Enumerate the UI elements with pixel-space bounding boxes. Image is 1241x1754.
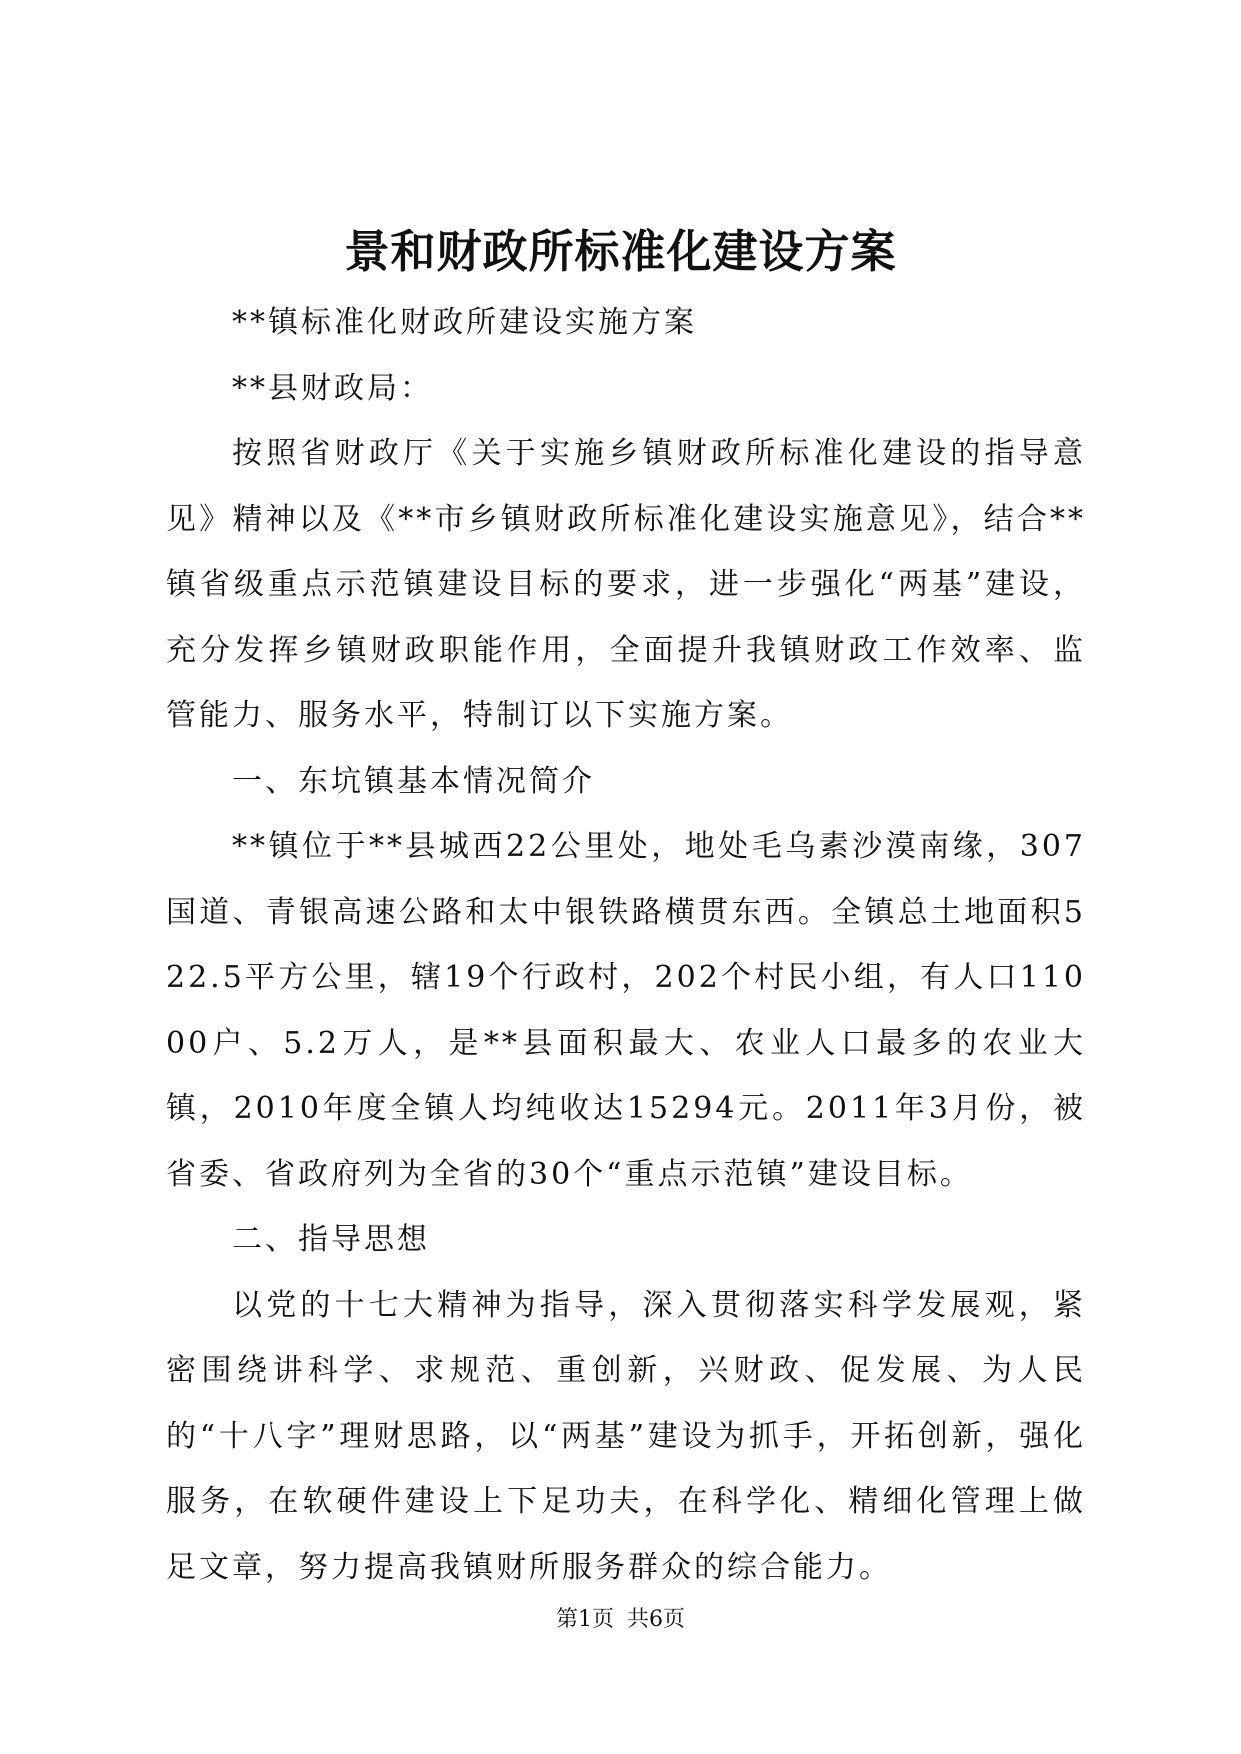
section-heading-2: 二、指导思想 — [232, 1222, 430, 1257]
paragraph-basic-info: **镇位于**县城西22公里处，地处毛乌素沙漠南缘，307国道、青银高速公路和太中银铁路横贯东西。全镇总土地面积522.5平方公里，辖19个行政村，202个村民小组，有人口11000户、5.2万人，是**县面积最大、农业人口最多的农业大镇，2010年度全镇人均纯收达15294元。2011年3月份，被省委、省政府列为全省的30个“重点示范镇”建设目标。 — [166, 829, 1086, 1192]
document-title: 景和财政所标准化建设方案 — [344, 225, 897, 278]
document-body — [166, 290, 1086, 1600]
page-number: 第1页 — [556, 1607, 614, 1632]
paragraph-guiding-thought: 以党的十七大精神为指导，深入贯彻落实科学发展观，紧密围绕讲科学、求规范、重创新，兴财政、促发展、为人民的“十八字”理财思路，以“两基”建设为抓手，开拓创新，强化服务，在软硬件建设上下足功夫，在科学化、精细化管理上做足文章，努力提高我镇财所服务群众的综合能力。 — [166, 1287, 1086, 1585]
paragraph-addressee: **县财政局： — [232, 370, 433, 406]
paragraph-subtitle: **镇标准化财政所建设实施方案 — [232, 305, 697, 340]
paragraph-intro: 按照省财政厅《关于实施乡镇财政所标准化建设的指导意见》精神以及《**市乡镇财政所标准化建设实施意见》，结合**镇省级重点示范镇建设目标的要求，进一步强化“两基”建设，充分发挥乡镇财政职能作用，全面提升我镇财政工作效率、监管能力、服务水平，特制订以下实施方案。 — [166, 436, 1086, 733]
page-total: 共6页 — [627, 1607, 685, 1632]
section-heading-1: 一、东坑镇基本情况简介 — [232, 763, 595, 799]
page-footer — [0, 1605, 1241, 1635]
